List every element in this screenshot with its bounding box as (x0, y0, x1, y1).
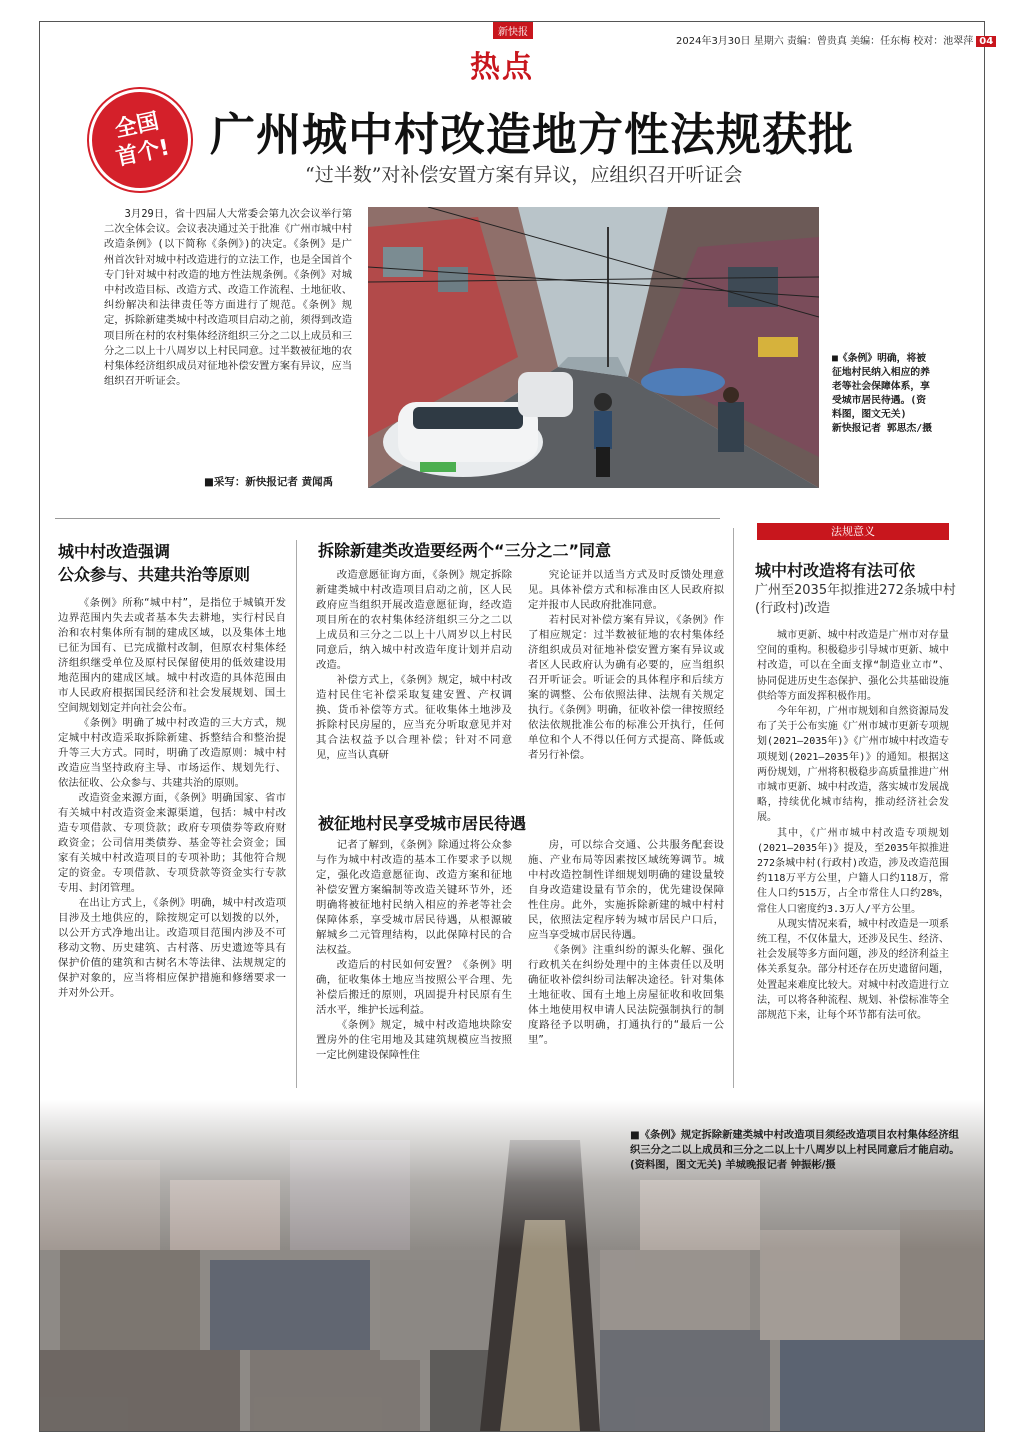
paragraph: 在出让方式上，《条例》明确，城中村改造项目涉及土地供应的，除按规定可以划拨的以外，以公开方式净地出让。改造项目范围内涉及不可移动文物、历史建筑、古村落、历史遗迹等具有保护价值的建筑和古树名木等法律、法规规定的保护对象的，应当将相应保护措施和修缮要求一并对外公开。 (58, 897, 286, 999)
law-box-body (757, 628, 949, 1023)
paragraph: 从现实情况来看，城中村改造是一项系统工程，不仅体量大，还涉及民生、经济、社会发展等多方面问题，涉及的经济利益主体关系复杂。部分村还存在历史遗留问题，处置起来难度比较大。对城中村改造进行立法，可以将各种流程、规划、补偿标准等全部规范下来，让每个环节都有法可依。 (757, 918, 949, 1022)
section-title (58, 540, 250, 586)
section-title: 被征地村民享受城市居民待遇 (318, 814, 527, 833)
section-2-col-1 (316, 568, 512, 763)
page-number: 04 (976, 36, 996, 47)
paragraph: 今年年初，广州市规划和自然资源局发布了关于公布实施《广州市城市更新专项规划(2021—2035年)》《广州市城中村改造专项规划(2021—2035年)》的通知。根据这两份规划，广州将积极稳步高质量推进广州市城市更新、城中村改造，落实城市发展战略，持续优化城市结构，推动经济社会发展。 (757, 706, 949, 824)
section-label: 热点 (470, 50, 534, 85)
paragraph: 记者了解到，《条例》除通过将公众参与作为城中村改造的基本工作要求予以规定，强化改造意愿征询、改造方案和征地补偿安置方案编制等改造关键环节外，还明确将被征地村民纳入相应的养老等社会保障体系，享受城市居民待遇，从根源破解城乡二元管理结构，以此保障村民的合法权益。 (316, 839, 512, 956)
law-significance-tag: 法规意义 (757, 523, 949, 540)
street-photo (368, 207, 819, 488)
paragraph: 城市更新、城中村改造是广州市对存量空间的重构。积极稳步引导城市更新、城中村改造，可以在全面支撑“制造业立市”、协同促进历史生态保护、强化公共基础设施供给等方面发挥积极作用。 (757, 630, 949, 702)
headline: 广州城中村改造地方性法规获批 (210, 108, 855, 161)
column-divider (296, 540, 297, 1088)
paragraph: 改造意愿征询方面，《条例》规定拆除新建类城中村改造项目启动之前，区人民政府应当组织开展改造意愿征询，经改造项目所在的农村集体经济组织三分之二以上成员和三分之二以上十八周岁以上村民同意后，纳入城中村改造年度计划并启动改造。 (316, 569, 512, 671)
aerial-photo-credit: 羊城晚报记者 钟振彬/摄 (725, 1159, 836, 1171)
edition-meta: 2024年3月30日 星期六 责编：曾贵真 美编：任东梅 校对：池翠萍 (676, 36, 974, 47)
section-2-col-2 (528, 568, 724, 763)
aerial-photo-caption (630, 1128, 960, 1173)
section-3-col-1 (316, 838, 512, 1063)
section-title-line-2: 公众参与、共建共治等原则 (58, 565, 251, 584)
aerial-caption-text: ■《条例》规定拆除新建类城中村改造项目须经改造项目农村集体经济组织三分之二以上成员和三分之二以上十八周岁以上村民同意后才能启动。(资料图，图文无关) (630, 1129, 960, 1171)
law-box-subtitle: 广州至2035年拟推进272条城中村(行政村)改造 (755, 583, 956, 616)
page-meta (676, 32, 996, 47)
photo-credit: 新快报记者 郭思杰/摄 (832, 423, 932, 434)
lead-paragraph: 3月29日，省十四届人大常委会第九次会议举行第二次全体会议。会议表决通过关于批准《广州市城中村改造条例》(以下简称《条例》)的决定。《条例》是广州首次针对城中村改造进行的立法工作，也是全国首个专门针对城中村改造的地方性法规条例。《条例》对城中村改造目标、改造方式、改造工作流程、土地征收、纠纷解决和法律责任等方面进行了规范。《条例》规定，拆除新建类城中村改造项目启动之前，须得到改造项目所在村的农村集体经济组织三分之二以上成员和三分之二以上十八周岁以上村民同意。过半数被征地的农村集体经济组织成员对征地补偿安置方案有异议，应当组织召开听证会。 (104, 208, 352, 388)
paragraph: 补偿方式上，《条例》规定，城中村改造村民住宅补偿采取复建安置、产权调换、货币补偿等方式。征收集体土地涉及拆除村民房屋的，应当充分听取意见并对其合法权益予以合理补偿；针对不同意见，应当认真研 (316, 674, 512, 761)
paragraph: 究论证并以适当方式及时反馈处理意见。具体补偿方式和标准由区人民政府拟定并报市人民政府批准同意。 (528, 569, 724, 611)
paragraph: 其中，《广州市城中村改造专项规划(2021—2035年)》提及，至2035年拟推进272条城中村(行政村)改造，涉及改造范围约118万平方公里，户籍人口约118万，常住人口约515万，占全市常住人口约28%，常住人口密度约3.3万人/平方公里。 (757, 827, 949, 915)
photo-caption (832, 352, 932, 436)
paragraph: 改造后的村民如何安置？《条例》明确，征收集体土地应当按照公平合理、先补偿后搬迁的原则，巩固提升村民原有生活水平，维护长远利益。 (316, 959, 512, 1016)
paragraph: 若村民对补偿方案有异议，《条例》作了相应规定：过半数被征地的农村集体经济组织成员对征地补偿安置方案有异议或者区人民政府认为确有必要的，应当组织召开听证会。听证会的具体程序和后续方案的调整、公布依照法律、法规有关规定执行。《条例》明确，征收补偿一律按照经依法依规批准公布的标准公开执行，任何单位和个人不得以任何方式提高、降低或者另行补偿。 (528, 614, 724, 761)
section-1-body (58, 596, 286, 1001)
paragraph: 《条例》所称“城中村”，是指位于城镇开发边界范围内失去或者基本失去耕地，实行村民自治和农村集体所有制的建成区域，以及集体土地已征为国有、已完成撤村改制，但原农村集体经济组织继受单位及原村民保留使用的低效建设用地范围内的建成区域。城中村改造的具体范围由市人民政府根据国民经济和社会发展规划、国土空间规划划定并向社会公布。 (58, 597, 286, 714)
horizontal-rule (55, 518, 720, 519)
badge-line-2: 首个! (113, 135, 172, 172)
paragraph: 改造资金来源方面，《条例》明确国家、省市有关城中村改造资金来源渠道，包括：城中村改造专项借款、专项贷款；政府专项债券等政府财政资金；公司信用类债券、基金等社会资金；国家有关城中村改造项目的专项补助；其他符合规定的资金。专项借款、专项贷款等资金实行专款专用、封闭管理。 (58, 792, 286, 894)
law-box-title: 城中村改造将有法可依 (755, 561, 916, 580)
subheadline: “过半数”对补偿安置方案有异议，应组织召开听证会 (305, 164, 743, 186)
paragraph: 房，可以综合交通、公共服务配套设施、产业布局等因素按区域统筹调节。城中村改造控制性详细规划明确的建设量较自身改造建设量有节余的，优先建设保障性住房。此外，实施拆除新建的城中村村民，依照法定程序转为城市居民户口后，应当享受城市居民待遇。 (528, 839, 724, 941)
section-3-col-2 (528, 838, 724, 1048)
column-divider (733, 528, 734, 1088)
byline: ■采写：新快报记者 黄闻禹 (204, 476, 334, 488)
paragraph: 《条例》注重纠纷的源头化解、强化行政机关在纠纷处理中的主体责任以及明确征收补偿纠纷司法解决途径。针对集体土地征收、国有土地上房屋征收和收回集体土地使用权申请人民法院强制执行的制度路径予以明确，打通执行的“最后一公里”。 (528, 944, 724, 1046)
badge-line-1: 全国 (112, 109, 162, 143)
photo-caption-text: ■《条例》明确，将被征地村民纳入相应的养老等社会保障体系，享受城市居民待遇。(资料图，图文无关) (832, 353, 930, 420)
section-title-line-1: 城中村改造强调 (58, 542, 171, 561)
paragraph: 《条例》规定，城中村改造地块除安置房外的住宅用地及其建筑规模应当按照一定比例建设保障性住 (316, 1019, 512, 1061)
section-title: 拆除新建类改造要经两个“三分之二”同意 (318, 541, 612, 560)
brand-tab: 新快报 (493, 22, 533, 39)
paragraph: 《条例》明确了城中村改造的三大方式，规定城中村改造采取拆除新建、拆整结合和整治提升等三大方式。同时，明确了改造原则：城中村改造应当坚持政府主导、市场运作、规划先行、依法征收、公众参与、共建共治的原则。 (58, 717, 286, 789)
street-photo-illustration (368, 207, 819, 488)
